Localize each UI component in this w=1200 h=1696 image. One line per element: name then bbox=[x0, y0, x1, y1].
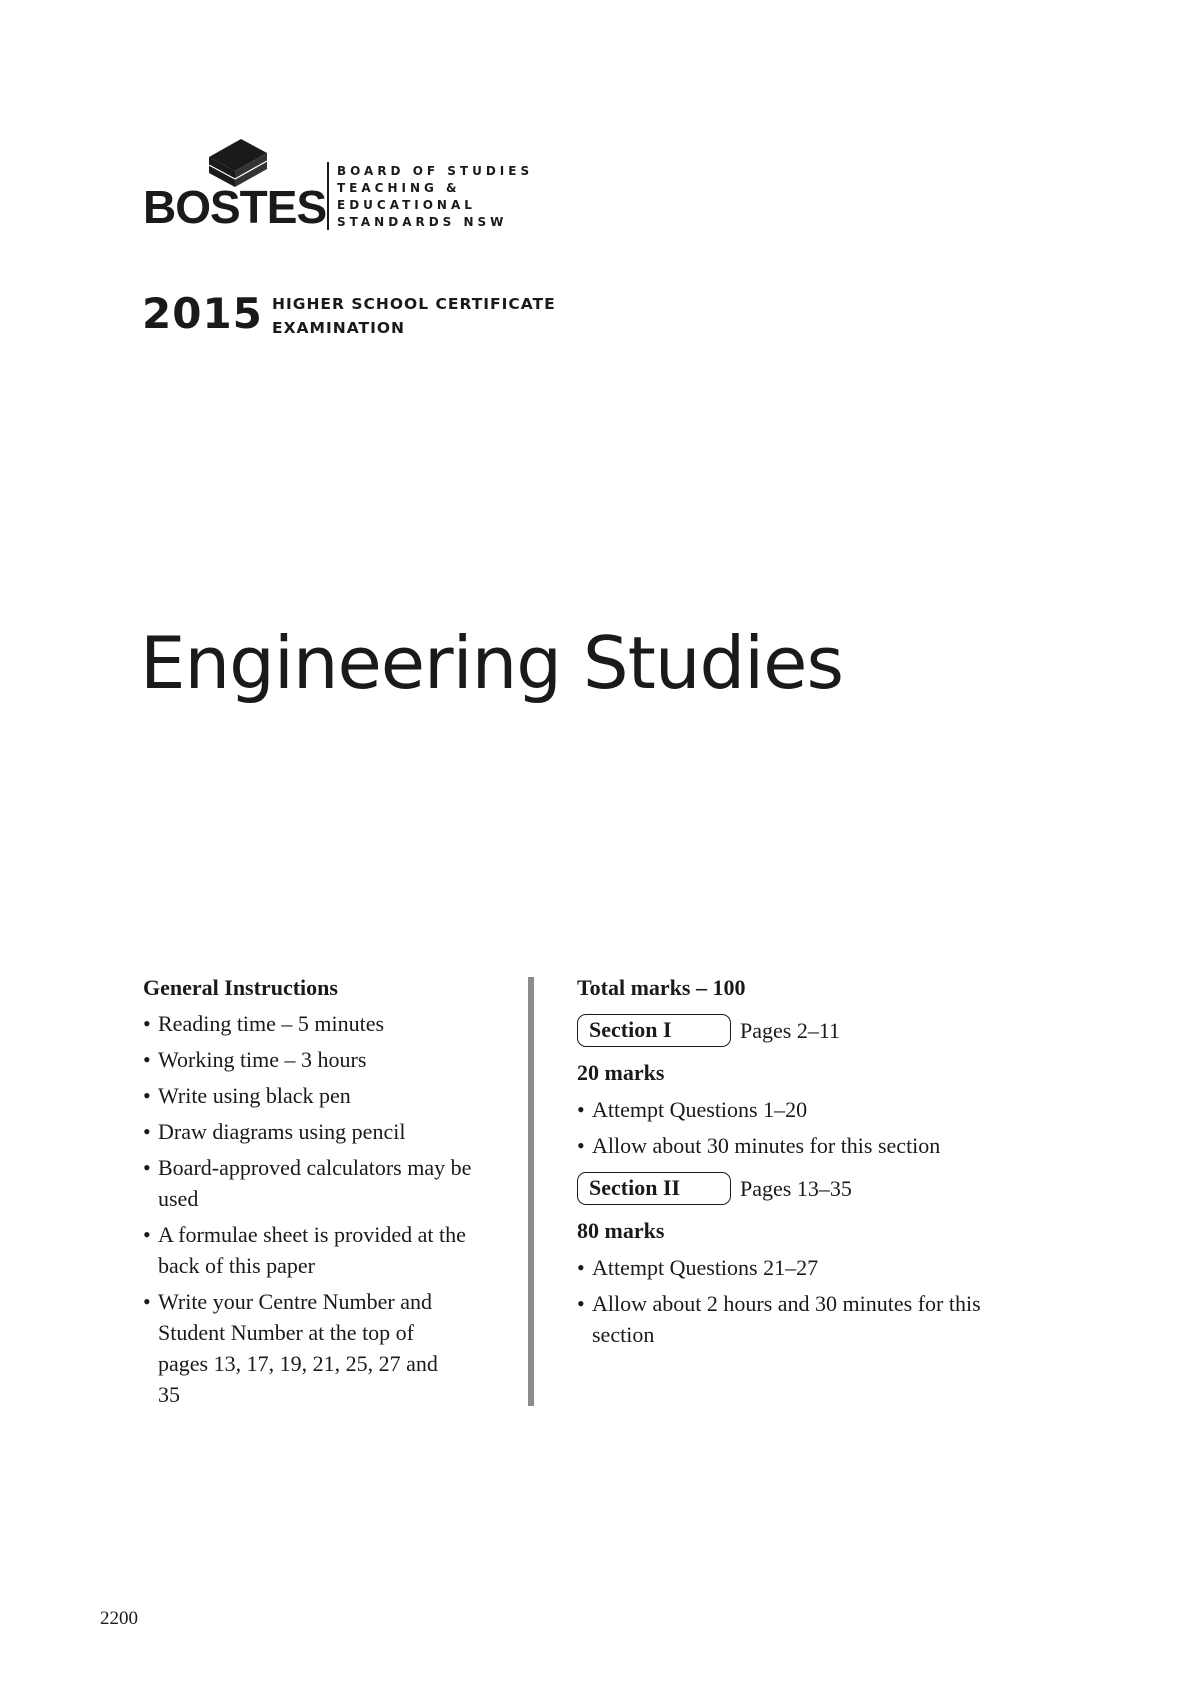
logo-line: TEACHING & bbox=[337, 181, 461, 195]
section-2-header bbox=[577, 1171, 1077, 1205]
section-2-marks: 80 marks bbox=[577, 1218, 665, 1243]
general-instructions bbox=[143, 972, 513, 1415]
exam-type-line: HIGHER SCHOOL CERTIFICATE bbox=[272, 295, 556, 313]
logo-line: BOARD OF STUDIES bbox=[337, 164, 534, 178]
instruction-item: • Working time – 3 hours bbox=[143, 1044, 513, 1075]
section-1-pages: Pages 2–11 bbox=[740, 1017, 841, 1043]
logo-divider bbox=[327, 162, 329, 230]
logo-line: EDUCATIONAL bbox=[337, 198, 476, 212]
instruction-item: • Board-approved calculators may be used bbox=[143, 1152, 478, 1214]
total-marks: Total marks – 100 bbox=[577, 975, 746, 1000]
exam-type-line: EXAMINATION bbox=[272, 319, 405, 337]
exam-structure bbox=[577, 972, 1077, 1355]
instruction-item: • A formulae sheet is provided at the back of this paper bbox=[143, 1219, 478, 1281]
section-instruction-item: • Allow about 30 minutes for this section bbox=[577, 1130, 1077, 1161]
section-1-instructions bbox=[577, 1094, 1077, 1161]
exam-type bbox=[272, 292, 556, 340]
instruction-item: • Draw diagrams using pencil bbox=[143, 1116, 513, 1147]
section-1-label: Section I bbox=[577, 1014, 731, 1047]
section-instruction-item: • Attempt Questions 21–27 bbox=[577, 1252, 1077, 1283]
section-2-label: Section II bbox=[577, 1172, 731, 1205]
logo-organisation-name bbox=[337, 163, 533, 231]
exam-year: 2015 bbox=[142, 289, 263, 338]
logo-wordmark: BOSTES bbox=[143, 181, 327, 233]
instruction-item: • Write using black pen bbox=[143, 1080, 513, 1111]
instruction-item: • Reading time – 5 minutes bbox=[143, 1008, 513, 1039]
logo-line: STANDARDS NSW bbox=[337, 215, 508, 229]
column-divider bbox=[528, 977, 534, 1406]
section-1-marks: 20 marks bbox=[577, 1060, 665, 1085]
section-2-instructions bbox=[577, 1252, 1077, 1350]
instruction-list bbox=[143, 1008, 513, 1410]
instruction-item: • Write your Centre Number and Student Number at the top of pages 13, 17, 19, 21, 25, 27 and 35 bbox=[143, 1286, 458, 1410]
section-instruction-item: • Allow about 2 hours and 30 minutes for this section bbox=[577, 1288, 1032, 1350]
section-2-pages: Pages 13–35 bbox=[740, 1175, 852, 1201]
section-1-header bbox=[577, 1013, 1077, 1047]
subject-title: Engineering Studies bbox=[140, 621, 843, 705]
section-instruction-item: • Attempt Questions 1–20 bbox=[577, 1094, 1077, 1125]
page-code: 2200 bbox=[100, 1608, 138, 1629]
general-instructions-heading: General Instructions bbox=[143, 975, 338, 1000]
